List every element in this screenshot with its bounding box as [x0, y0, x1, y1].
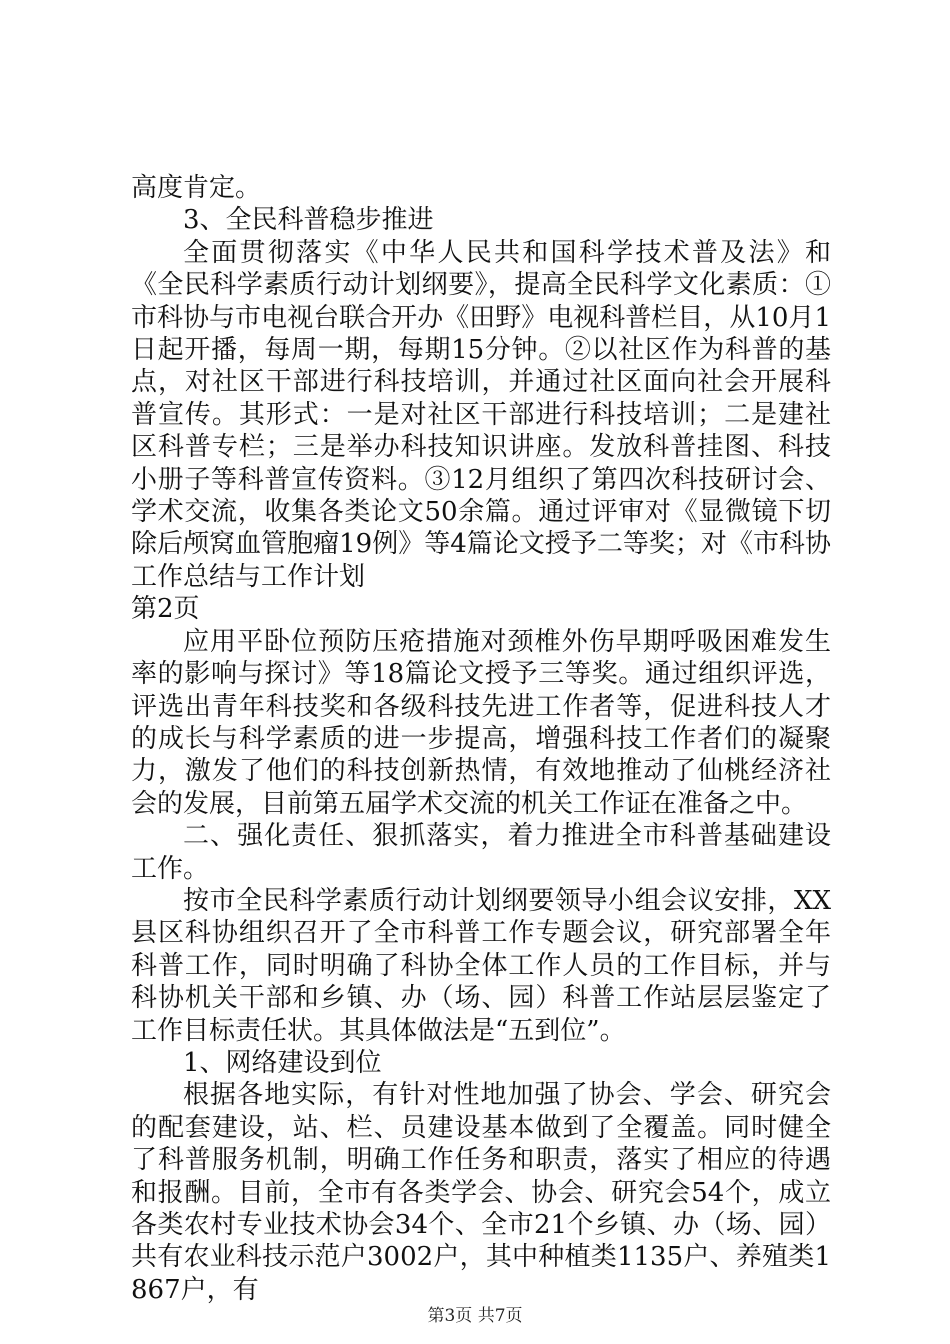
- paragraph: 根据各地实际，有针对性地加强了协会、学会、研究会的配套建设，站、栏、员建设基本做到了全覆盖。同时健全了科普服务机制，明确工作任务和职责，落实了相应的待遇和报酬。目前，全市有各类学会、协会、研究会54个，成立各类农村专业技术协会34个、全市21个乡镇、办（场、园）共有农业科技示范户3002户，其中种植类1135户、养殖类1867户，有: [131, 1080, 831, 1305]
- section-heading: 二、强化责任、狠抓落实，着力推进全市科普基础建设工作。: [131, 821, 831, 884]
- paragraph: 按市全民科学素质行动计划纲要领导小组会议安排，XX县区科协组织召开了全市科普工作专题会议，研究部署全年科普工作，同时明确了科协全体工作人员的工作目标，并与科协机关干部和乡镇、办（场、园）科普工作站层层鉴定了工作目标责任状。其具体做法是“五到位”。: [131, 885, 831, 1046]
- inline-page-marker: 第2页: [131, 594, 200, 625]
- paragraph: 高度肯定。: [131, 173, 262, 203]
- section-heading: 3、全民科普稳步推进: [183, 205, 434, 236]
- paragraph: 全面贯彻落实《中华人民共和国科学技术普及法》和《全民科学素质行动计划纲要》，提高全民科学文化素质：①市科协与市电视台联合开办《田野》电视科普栏目，从10月1日起开播，每周一期，每期15分钟。②以社区作为科普的基点，对社区干部进行科技培训，并通过社区面向社会开展科普宣传。其形式：一是对社区干部进行科技培训；二是建社区科普专栏；三是举办科技知识讲座。发放科普挂图、科技小册子等科普宣传资料。③12月组织了第四次科技研讨会、学术交流，收集各类论文50余篇。通过评审对《显微镜下切除后颅窝血管胞瘤19例》等4篇论文授予二等奖；对《市科协工作总结与工作计划: [131, 237, 831, 592]
- document-body: [131, 172, 831, 1306]
- section-heading: 1、网络建设到位: [183, 1047, 382, 1078]
- paragraph: 应用平卧位预防压疮措施对颈椎外伤早期呼吸困难发生率的影响与探讨》等18篇论文授予三等奖。通过组织评选，评选出青年科技奖和各级科技先进工作者等，促进科技人才的成长与科学素质的进一步提高，增强科技工作者们的凝聚力，激发了他们的科技创新热情，有效地推动了仙桃经济社会的发展，目前第五届学术交流的机关工作证在准备之中。: [131, 626, 831, 819]
- page-footer: 第3页 共7页: [427, 1306, 523, 1326]
